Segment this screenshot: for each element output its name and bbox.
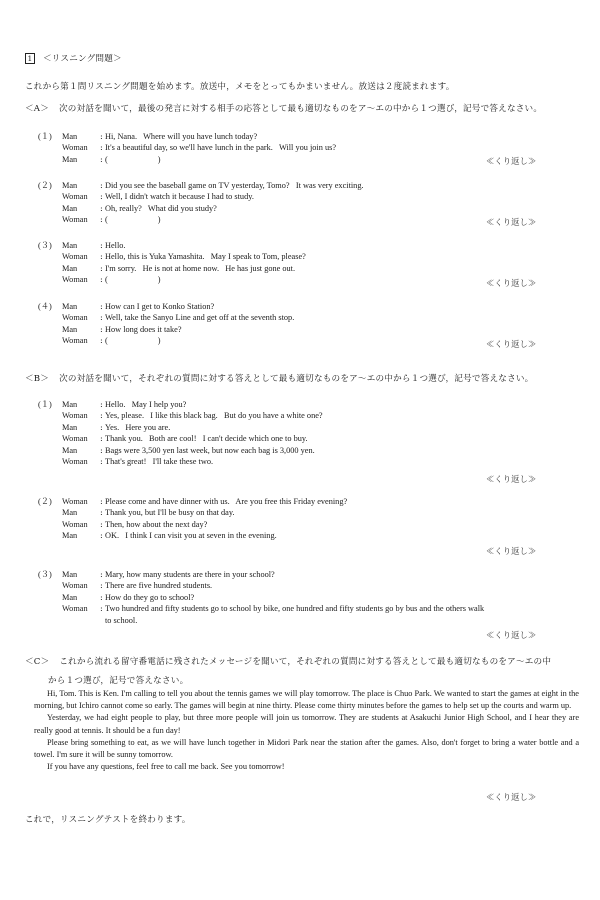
blank-close-paren: ) [157, 154, 161, 164]
dialogue-text: Please come and have dinner with us. Are you free this Friday evening? [105, 497, 348, 506]
speaker-label: Woman [62, 192, 88, 202]
speaker-colon: : [100, 312, 103, 323]
dialogue-text: Oh, really? What did you study? [105, 203, 217, 213]
section-b-label: ＜B＞ [25, 374, 50, 384]
dialogue-line [38, 301, 578, 312]
dialogue-text: I'm sorry. He is not at home now. He has just gone out. [105, 263, 296, 273]
speaker-label: Woman [62, 252, 88, 262]
speaker-colon: : [100, 214, 103, 225]
speaker-colon: : [100, 240, 103, 250]
dialogue-text: How can I get to Konko Station? [105, 302, 215, 311]
speaker-label: Man [62, 302, 78, 311]
dialogue-number: (２) [38, 181, 52, 190]
speaker-label: Woman [62, 519, 88, 529]
speaker-label: Man [62, 132, 78, 141]
repeat-marker: ≪くり返し≫ [486, 792, 537, 802]
dialogue-line [38, 592, 578, 603]
dialogue-line [38, 203, 578, 214]
dialogue-text: Did you see the baseball game on TV yesterday, Tomo? It was very exciting. [105, 181, 364, 190]
dialogue-line [38, 445, 578, 456]
speaker-label: Man [62, 422, 78, 432]
dialogue-number: (１) [38, 132, 52, 141]
speaker-colon: : [100, 335, 103, 346]
question-title: ＜リスニング問題＞ [43, 54, 122, 64]
speaker-label: Woman [62, 604, 88, 614]
voicemail-message [34, 688, 579, 773]
dialogue-line [38, 580, 578, 591]
speaker-colon: : [100, 301, 103, 311]
blank-open-paren: ( [105, 336, 108, 346]
speaker-label: Man [62, 263, 78, 273]
dialogue-text: Well, take the Sanyo Line and get off at the seventh stop. [105, 313, 295, 323]
dialogue-text: Then, how about the next day? [105, 519, 208, 529]
repeat-marker: ≪くり返し≫ [486, 630, 537, 640]
dialogue-line [38, 456, 578, 467]
dialogue-text: Hello. May I help you? [105, 400, 187, 409]
dialogue-line [38, 410, 578, 421]
speaker-label: Woman [62, 581, 88, 591]
message-paragraph: Hi, Tom. This is Ken. I'm calling to tell you about the tennis games we will play tomorrow. The place is Chuo Park. We wanted to start the games at eight in the morning, but Ichiro cannot come so early. The games will begin at nine thirty. Please come thirty minutes before the games to help set up the courts and warm up. [34, 689, 579, 711]
dialogue-number: (３) [38, 241, 52, 250]
speaker-colon: : [100, 191, 103, 202]
dialogue-text: OK. I think I can visit you at seven in the evening. [105, 531, 277, 541]
dialogue-line [38, 263, 578, 274]
blank-close-paren: ) [157, 215, 161, 225]
speaker-label: Man [62, 531, 78, 541]
dialogue-text: Hello. [105, 241, 126, 250]
dialogue-line [38, 399, 578, 410]
repeat-marker: ≪くり返し≫ [486, 474, 537, 484]
speaker-label: Man [62, 570, 78, 579]
dialogue-line [38, 131, 578, 142]
message-paragraph: Yesterday, we had eight people to play, but three more people will join us tomorrow. They are students at Asakuchi Junior High School, and I hear they are really good at tennis. It should be a fun day! [34, 713, 579, 735]
dialogue-line [38, 324, 578, 335]
speaker-colon: : [100, 142, 103, 153]
speaker-label: Man [62, 508, 78, 518]
dialogue-line [38, 240, 578, 251]
intro-text: これから第１問リスニング問題を始めます。放送中，メモをとってもかまいません。放送は２度読まれます。 [25, 82, 455, 92]
dialogue-text: Well, I didn't watch it because I had to study. [105, 192, 254, 202]
dialogue-line [38, 603, 578, 614]
dialogue-text: Two hundred and fifty students go to school by bike, one hundred and fifty students go by bus and the others walk [105, 604, 485, 614]
dialogue-number: (３) [38, 570, 52, 579]
speaker-label: Man [62, 445, 78, 455]
speaker-colon: : [100, 323, 103, 334]
speaker-colon: : [100, 262, 103, 273]
answer-blank [105, 154, 161, 165]
dialogue-line [38, 569, 578, 580]
speaker-colon: : [100, 202, 103, 213]
speaker-label: Man [62, 324, 78, 334]
section-a-instruction: 次の対話を聞いて，最後の発言に対する相手の応答として最も適切なものをア～エの中から１つ選び，記号で答えなさい。 [59, 104, 543, 114]
blank-open-paren: ( [105, 215, 108, 225]
speaker-colon: : [100, 153, 103, 164]
dialogue-line [38, 507, 578, 518]
speaker-label: Woman [62, 497, 88, 506]
speaker-label: Woman [62, 313, 88, 323]
dialogue-line [38, 312, 578, 323]
speaker-label: Woman [62, 411, 88, 421]
speaker-colon: : [100, 421, 103, 432]
dialogue-text: There are five hundred students. [105, 581, 213, 591]
blank-close-paren: ) [157, 336, 161, 346]
dialogue-line [38, 191, 578, 202]
section-c-heading [25, 655, 551, 667]
question-number-box: 1 [25, 53, 35, 64]
repeat-marker: ≪くり返し≫ [486, 156, 537, 166]
dialogue-text: Yes, please. I like this black bag. But do you have a white one? [105, 411, 323, 421]
section-b-heading [25, 372, 533, 384]
speaker-colon: : [100, 569, 103, 579]
answer-blank [105, 214, 161, 225]
speaker-colon: : [100, 131, 103, 141]
repeat-marker: ≪くり返し≫ [486, 217, 537, 227]
speaker-colon: : [100, 444, 103, 455]
dialogue-line [38, 180, 578, 191]
dialogue-line [38, 422, 578, 433]
dialogue-text: How do they go to school? [105, 592, 195, 602]
section-b-instruction: 次の対話を聞いて，それぞれの質問に対する答えとして最も適切なものをア～エの中から１つ選び，記号で答えなさい。 [59, 374, 534, 384]
section-a-heading [25, 102, 542, 114]
question-header [25, 52, 122, 64]
blank-open-paren: ( [105, 154, 108, 164]
speaker-label: Woman [62, 457, 88, 466]
dialogue-text: Thank you. Both are cool! I can't decide which one to buy. [105, 434, 308, 444]
dialogue-text: How long does it take? [105, 324, 182, 334]
dialogue-text: Yes. Here you are. [105, 422, 171, 432]
speaker-label: Man [62, 181, 78, 190]
section-c-instruction-1: これから流れる留守番電話に残されたメッセージを聞いて，それぞれの質問に対する答えとして最も適切なものをア～エの中 [59, 657, 552, 667]
section-c-instruction-2: から１つ選び，記号で答えなさい。 [48, 676, 189, 686]
speaker-colon: : [100, 496, 103, 506]
dialogue-text: Bags were 3,500 yen last week, but now each bag is 3,000 yen. [105, 445, 315, 455]
section-a-label: ＜A＞ [25, 104, 49, 114]
dialogue-line [38, 251, 578, 262]
dialogue-number: (１) [38, 400, 52, 409]
speaker-label: Man [62, 241, 78, 250]
speaker-label: Man [62, 592, 78, 602]
speaker-label: Woman [62, 336, 88, 346]
speaker-colon: : [100, 410, 103, 421]
answer-blank [105, 335, 161, 346]
message-paragraph: If you have any questions, feel free to call me back. See you tomorrow! [47, 762, 285, 772]
dialogue-line [38, 496, 578, 507]
speaker-label: Man [62, 154, 78, 164]
blank-close-paren: ) [157, 275, 161, 285]
speaker-colon: : [100, 591, 103, 602]
dialogue-text: Hi, Nana. Where will you have lunch today? [105, 132, 258, 141]
dialogue-line [38, 530, 578, 541]
speaker-label: Woman [62, 143, 88, 153]
dialogue-line [38, 615, 578, 626]
closing-text: これで，リスニングテストを終わります。 [25, 815, 191, 825]
dialogue-text: Thank you, but I'll be busy on that day. [105, 508, 235, 518]
dialogue-line [38, 433, 578, 444]
message-paragraph: Please bring something to eat, as we will have lunch together in Midori Park near the station after the games. Also, don't forget to bring a water bottle and a towel. I'm sure it will be sunny tomorrow. [34, 737, 579, 760]
speaker-label: Woman [62, 215, 88, 225]
repeat-marker: ≪くり返し≫ [486, 546, 537, 556]
speaker-colon: : [100, 603, 103, 614]
speaker-colon: : [100, 530, 103, 541]
dialogue-number: (４) [38, 302, 52, 311]
speaker-colon: : [100, 251, 103, 262]
dialogue-number: (２) [38, 497, 52, 506]
dialogue-text: to school. [105, 615, 138, 625]
dialogue-text: That's great! I'll take these two. [105, 457, 214, 466]
dialogue-line [38, 142, 578, 153]
speaker-label: Man [62, 203, 78, 213]
repeat-marker: ≪くり返し≫ [486, 339, 537, 349]
blank-open-paren: ( [105, 275, 108, 285]
speaker-colon: : [100, 518, 103, 529]
dialogue-text: It's a beautiful day, so we'll have lunch in the park. Will you join us? [105, 143, 336, 153]
dialogue-line [38, 519, 578, 530]
section-c-label: ＜C＞ [25, 657, 50, 667]
speaker-colon: : [100, 456, 103, 466]
speaker-label: Woman [62, 275, 88, 285]
dialogue-text: Mary, how many students are there in your school? [105, 570, 275, 579]
speaker-label: Woman [62, 434, 88, 444]
dialogue-text: Hello, this is Yuka Yamashita. May I speak to Tom, please? [105, 252, 306, 262]
speaker-label: Man [62, 400, 78, 409]
answer-blank [105, 274, 161, 285]
speaker-colon: : [100, 274, 103, 285]
speaker-colon: : [100, 180, 103, 190]
speaker-colon: : [100, 433, 103, 444]
speaker-colon: : [100, 507, 103, 518]
repeat-marker: ≪くり返し≫ [486, 278, 537, 288]
speaker-colon: : [100, 399, 103, 409]
speaker-colon: : [100, 580, 103, 591]
